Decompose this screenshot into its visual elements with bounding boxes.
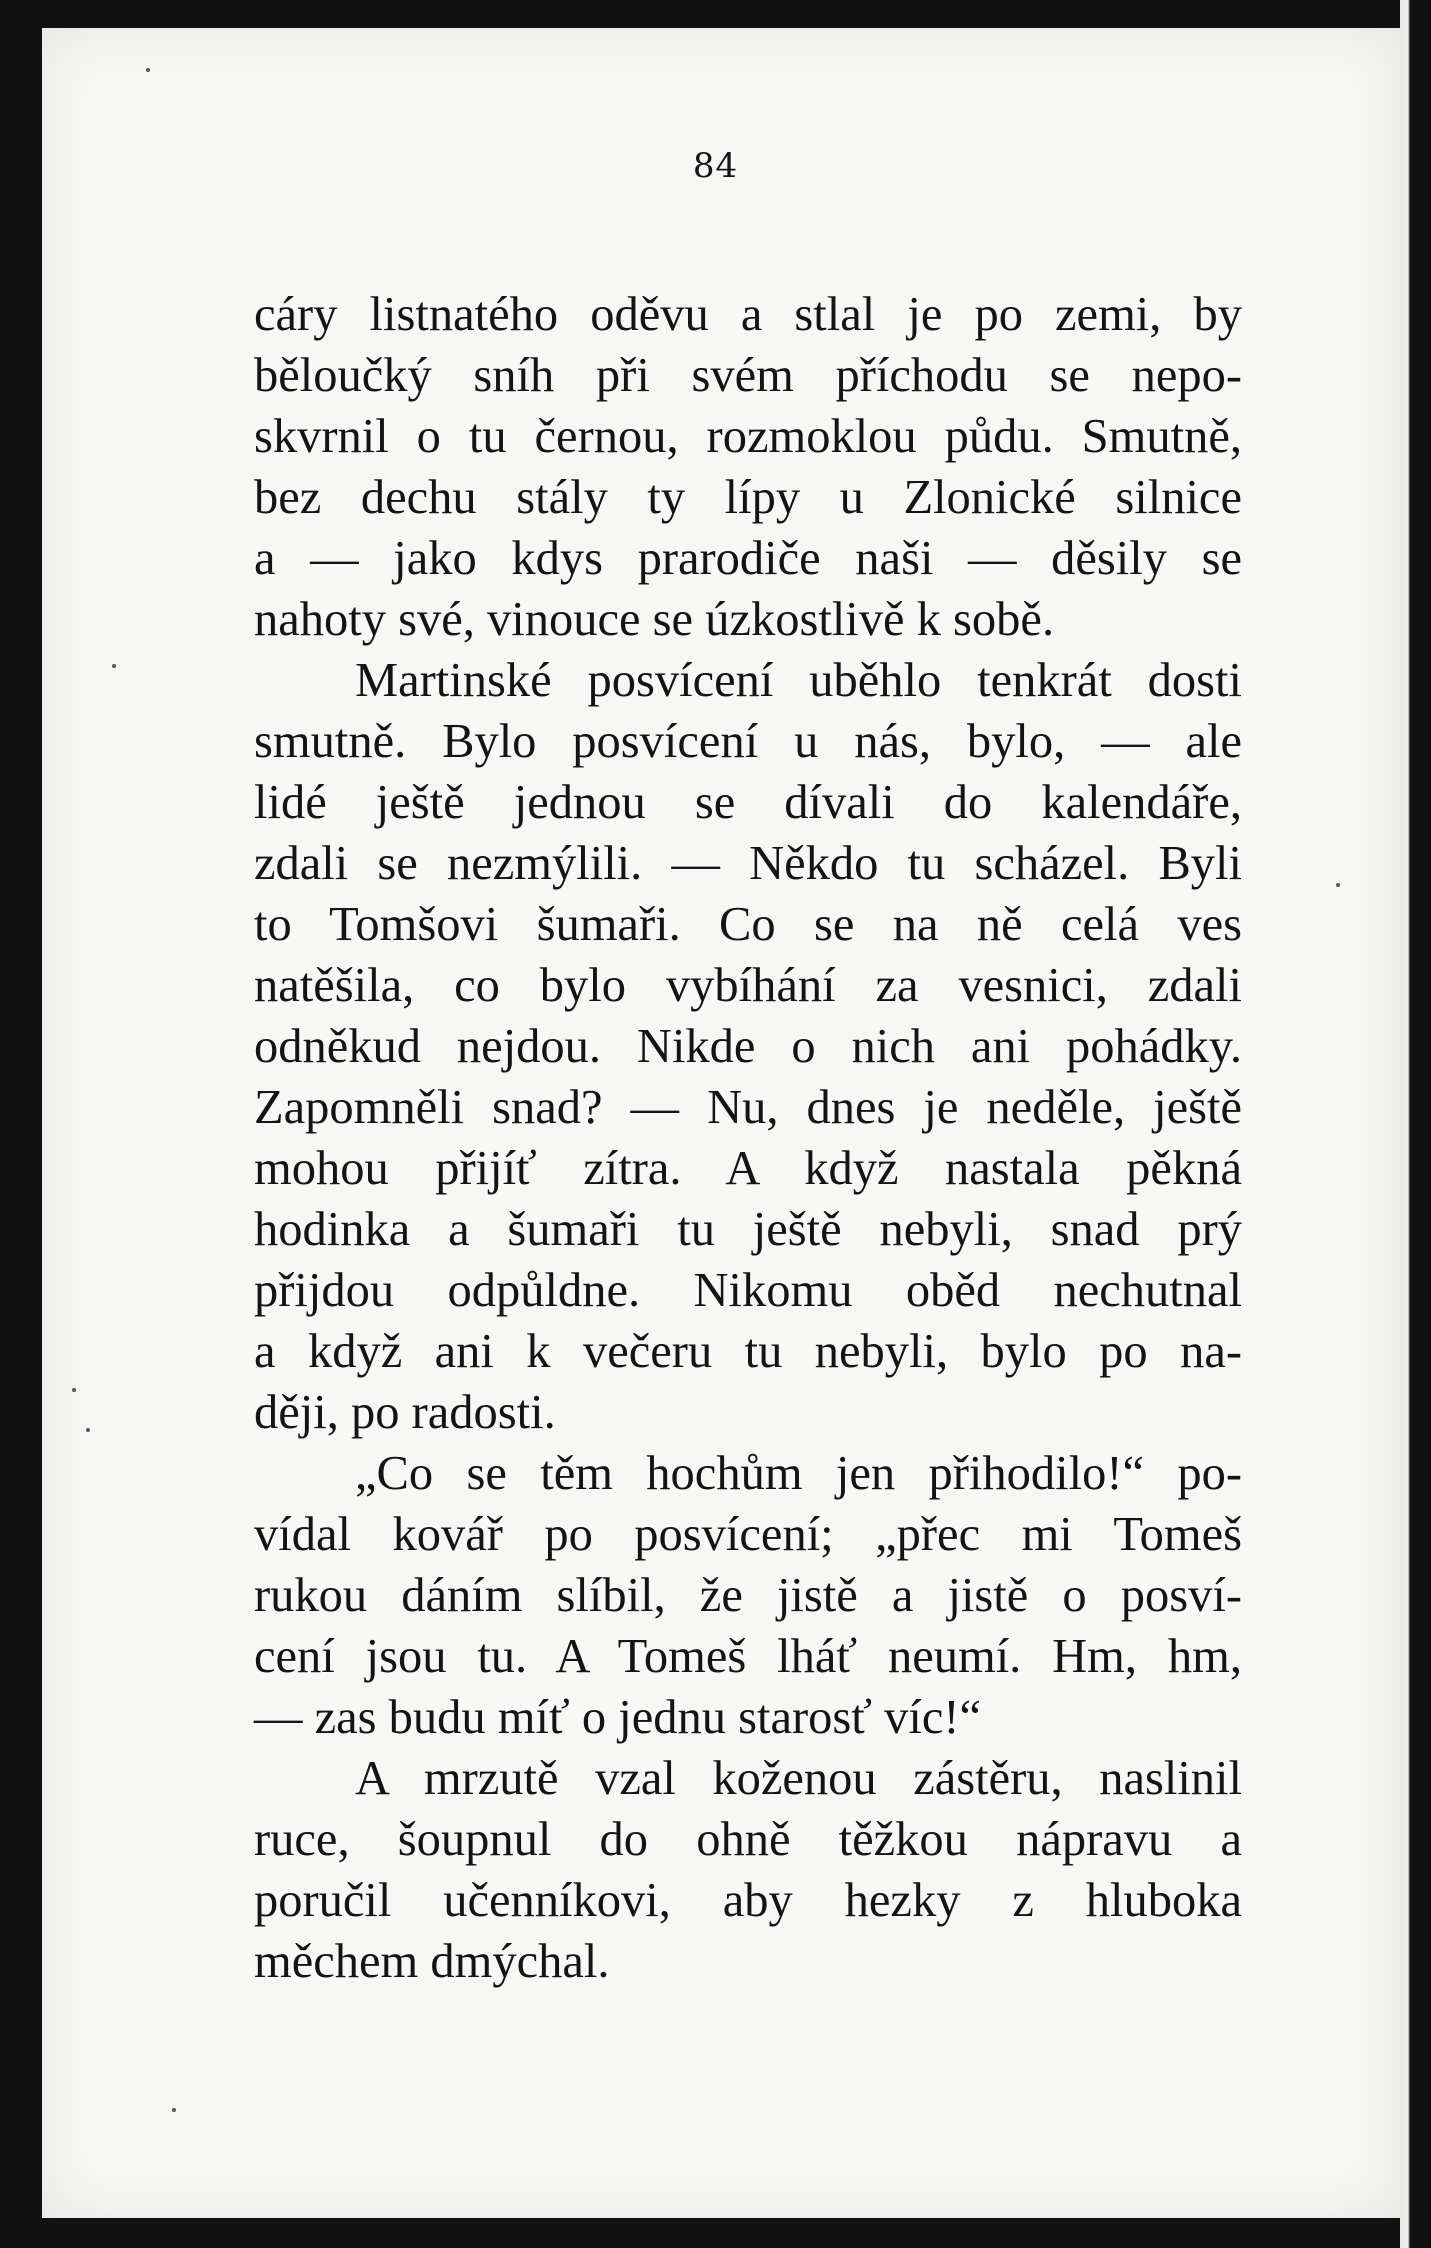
- page-number: 84: [692, 146, 739, 186]
- text-line: — zas budu míť o jednu starosť víc!“: [254, 1691, 982, 1744]
- text-line: a — jako kdys prarodiče naši — děsily se: [254, 532, 1242, 585]
- text-line: měchem dmýchal.: [254, 1935, 610, 1988]
- text-line: cáry listnatého oděvu a stlal je po zemi, by: [254, 288, 1242, 341]
- page-text: [254, 284, 1242, 1992]
- text-line: Martinské posvícení uběhlo tenkrát dosti: [355, 654, 1242, 707]
- text-line: přijdou odpůldne. Nikomu oběd nechutnal: [254, 1264, 1242, 1317]
- text-line: skvrnil o tu černou, rozmoklou půdu. Smutně,: [254, 410, 1242, 463]
- dust-speck: [72, 1388, 76, 1392]
- text-line: ději, po radosti.: [254, 1386, 556, 1439]
- dust-speck: [112, 664, 116, 668]
- text-line: bez dechu stály ty lípy u Zlonické silnice: [254, 471, 1242, 524]
- text-line: to Tomšovi šumaři. Co se na ně celá ves: [254, 898, 1242, 951]
- text-line: A mrzutě vzal koženou zástěru, naslinil: [355, 1752, 1242, 1805]
- text-line: zdali se nezmýlili. — Někdo tu scházel. Byli: [254, 837, 1242, 890]
- dust-speck: [86, 1428, 90, 1432]
- dust-speck: [1336, 883, 1340, 887]
- text-line: běloučký sníh při svém příchodu se nepo-: [254, 349, 1242, 402]
- dust-speck: [146, 68, 150, 72]
- page-edge: [1400, 0, 1431, 2248]
- text-line: rukou dáním slíbil, že jistě a jistě o posví-: [254, 1569, 1242, 1622]
- text-line: lidé ještě jednou se dívali do kalendáře,: [254, 776, 1242, 829]
- text-line: „Co se těm hochům jen přihodilo!“ po-: [355, 1447, 1242, 1500]
- text-line: hodinka a šumaři tu ještě nebyli, snad prý: [254, 1203, 1242, 1256]
- text-line: natěšila, co bylo vybíhání za vesnici, zdali: [254, 959, 1242, 1012]
- text-line: vídal kovář po posvícení; „přec mi Tomeš: [254, 1508, 1242, 1561]
- dust-speck: [172, 2108, 176, 2112]
- text-line: ruce, šoupnul do ohně těžkou nápravu a: [254, 1813, 1242, 1866]
- text-line: poručil učenníkovi, aby hezky z hluboka: [254, 1874, 1242, 1927]
- text-line: mohou přijíť zítra. A když nastala pěkná: [254, 1142, 1242, 1195]
- text-line: Zapomněli snad? — Nu, dnes je neděle, ještě: [254, 1081, 1242, 1134]
- text-line: nahoty své, vinouce se úzkostlivě k sobě.: [254, 593, 1055, 646]
- text-line: odněkud nejdou. Nikde o nich ani pohádky.: [254, 1020, 1242, 1073]
- text-line: a když ani k večeru tu nebyli, bylo po na-: [254, 1325, 1242, 1378]
- text-line: smutně. Bylo posvícení u nás, bylo, — ale: [254, 715, 1242, 768]
- text-line: cení jsou tu. A Tomeš lháť neumí. Hm, hm,: [254, 1630, 1242, 1683]
